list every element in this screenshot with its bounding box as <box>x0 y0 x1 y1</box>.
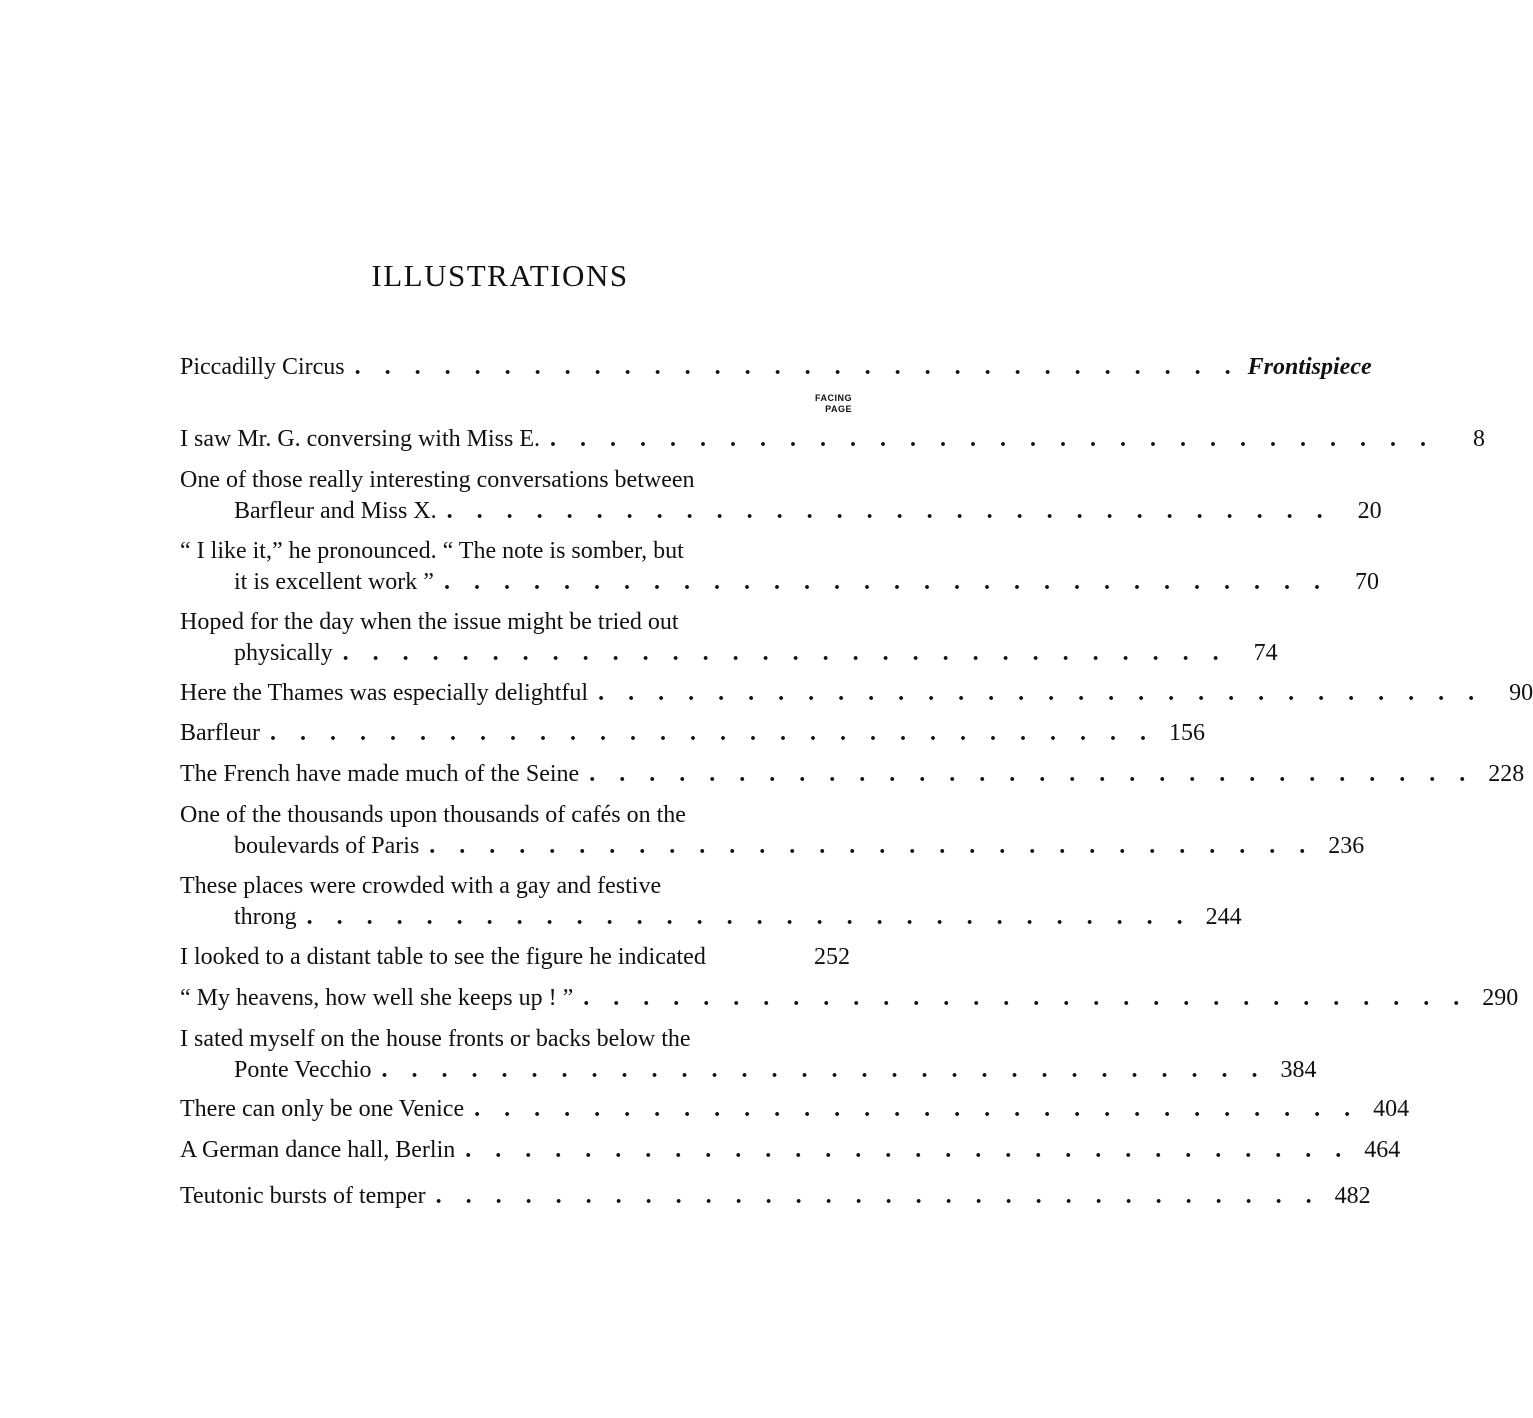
dot-leader: . . . . . . . . . . . . . . . . . . . . . . . . . . . . . . <box>354 354 1240 380</box>
dot-leader: . . . . . . . . . . . . . . . . . . . . . . . . . . . . . . <box>465 1137 1351 1163</box>
entry-line <box>180 678 1533 709</box>
dot-leader: . . . . . . . . . . . . . . . . . . . . . . . . . . . . . . <box>435 1183 1321 1209</box>
list-item <box>180 465 1382 527</box>
entry-line <box>180 1055 1317 1086</box>
entry-page: 404 <box>1373 1096 1410 1122</box>
entry-page: 228 <box>1488 761 1525 787</box>
entry-line <box>180 1024 800 1055</box>
entry-text: A German dance hall, Berlin <box>180 1137 456 1163</box>
entry-page: 236 <box>1328 833 1365 859</box>
list-item <box>180 678 1533 709</box>
entry-line <box>180 718 1205 749</box>
dot-leader: . . . . . . . . . . . . . . . . . . . . . . . . . . . . . . <box>429 833 1315 859</box>
page-title: ILLUSTRATIONS <box>371 258 629 293</box>
entry-line <box>180 352 1372 383</box>
facing-label-line: FACING <box>814 393 852 403</box>
entry-page: 156 <box>1168 720 1205 746</box>
entry-text: These places were crowded with a gay and festive <box>180 873 662 899</box>
entry-text: boulevards of Paris <box>234 833 420 859</box>
dot-leader: . . . . . . . . . . . . . . . . . . . . . . . . . . . . . . <box>446 498 1332 524</box>
list-item <box>180 942 850 973</box>
list-item <box>180 536 1379 598</box>
entry-line <box>180 424 1485 455</box>
entry-page: 74 <box>1253 640 1278 666</box>
list-item <box>180 424 1485 455</box>
entry-line <box>180 942 850 973</box>
dot-leader: . . . . . . . . . . . . . . . . . . . . . . . . . . . . . . <box>589 761 1475 787</box>
list-item <box>180 1181 1371 1212</box>
dot-leader: . . . . . . . . . . . . . . . . . . . . . . . . . . . . . . <box>443 569 1329 595</box>
entry-text: There can only be one Venice <box>180 1096 465 1122</box>
entry-text: Barfleur <box>180 720 260 746</box>
entry-line <box>180 983 1519 1014</box>
list-item <box>180 983 1519 1014</box>
dot-leader: . . . . . . . . . . . . . . . . . . . . . . . . . . . . . . <box>381 1057 1267 1083</box>
entry-text: throng <box>234 904 297 930</box>
entry-line <box>180 465 800 496</box>
entry-page: 244 <box>1205 904 1242 930</box>
entry-line <box>180 536 800 567</box>
entry-line <box>180 759 1525 790</box>
entry-text: Piccadilly Circus <box>180 354 345 380</box>
entry-text: Barfleur and Miss X. <box>234 498 437 524</box>
list-item <box>180 1024 1317 1086</box>
entry-page: 252 <box>814 944 850 970</box>
facing-label-line: PAGE <box>825 404 852 414</box>
list-item <box>180 759 1525 790</box>
entry-line <box>180 831 1365 862</box>
entry-text: Ponte Vecchio <box>234 1057 372 1083</box>
entry-text: it is excellent work ” <box>234 569 434 595</box>
entry-text: One of those really interesting conversations between <box>180 467 695 493</box>
entry-line <box>180 871 800 902</box>
facing-page-label <box>792 393 852 415</box>
list-item <box>180 1135 1401 1166</box>
list-item <box>180 607 1278 669</box>
dot-leader: . . . . . . . . . . . . . . . . . . . . . . . . . . . . . . <box>269 720 1155 746</box>
dot-leader: . . . . . . . . . . . . . . . . . . . . . . . . . . . . . . <box>549 426 1435 452</box>
entry-line <box>180 496 1382 527</box>
entry-line <box>180 902 1242 933</box>
entry-text: Teutonic bursts of temper <box>180 1183 426 1209</box>
entry-page: 8 <box>1472 426 1485 452</box>
entry-page: Frontispiece <box>1247 354 1372 380</box>
entry-text: Hoped for the day when the issue might be tried out <box>180 609 679 635</box>
entry-page: 384 <box>1280 1057 1317 1083</box>
entry-text: Here the Thames was especially delightful <box>180 680 589 706</box>
dot-leader: . . . . . . . . . . . . . . . . . . . . . . . . . . . . . . <box>598 680 1484 706</box>
list-item <box>180 800 1365 862</box>
entry-text: One of the thousands upon thousands of cafés on the <box>180 802 686 828</box>
list-item <box>180 718 1205 749</box>
dot-leader: . . . . . . . . . . . . . . . . . . . . . . . . . . . . . . <box>306 904 1192 930</box>
list-item <box>180 1094 1410 1125</box>
entry-line <box>180 607 800 638</box>
entry-line <box>180 638 1278 669</box>
entry-line <box>180 1181 1371 1212</box>
entry-text: “ My heavens, how well she keeps up ! ” <box>180 985 574 1011</box>
list-item <box>180 871 1242 933</box>
dot-leader: . . . . . . . . . . . . . . . . . . . . . . . . . . . . . . <box>342 640 1228 666</box>
entry-page: 20 <box>1357 498 1382 524</box>
entry-text: The French have made much of the Seine <box>180 761 580 787</box>
entry-text: “ I like it,” he pronounced. “ The note is somber, but <box>180 538 684 564</box>
entry-page: 290 <box>1482 985 1519 1011</box>
entry-text: physically <box>234 640 333 666</box>
dot-leader: . . . . . . . . . . . . . . . . . . . . . . . . . . . . . . <box>474 1096 1360 1122</box>
entry-page: 482 <box>1334 1183 1371 1209</box>
entry-line <box>180 1094 1410 1125</box>
entry-line <box>180 567 1379 598</box>
list-item <box>180 352 1372 383</box>
entry-page: 464 <box>1364 1137 1401 1163</box>
dot-leader: . . . . . . . . . . . . . . . . . . . . . . . . . . . . . . <box>583 985 1469 1011</box>
entry-page: 90 <box>1509 680 1533 706</box>
entry-text: I saw Mr. G. conversing with Miss E. <box>180 426 540 452</box>
entry-line <box>180 1135 1401 1166</box>
entry-text: I sated myself on the house fronts or backs below the <box>180 1026 691 1052</box>
entry-page: 70 <box>1354 569 1379 595</box>
entry-text: I looked to a distant table to see the figure he indicated <box>180 944 706 970</box>
entry-line <box>180 800 800 831</box>
